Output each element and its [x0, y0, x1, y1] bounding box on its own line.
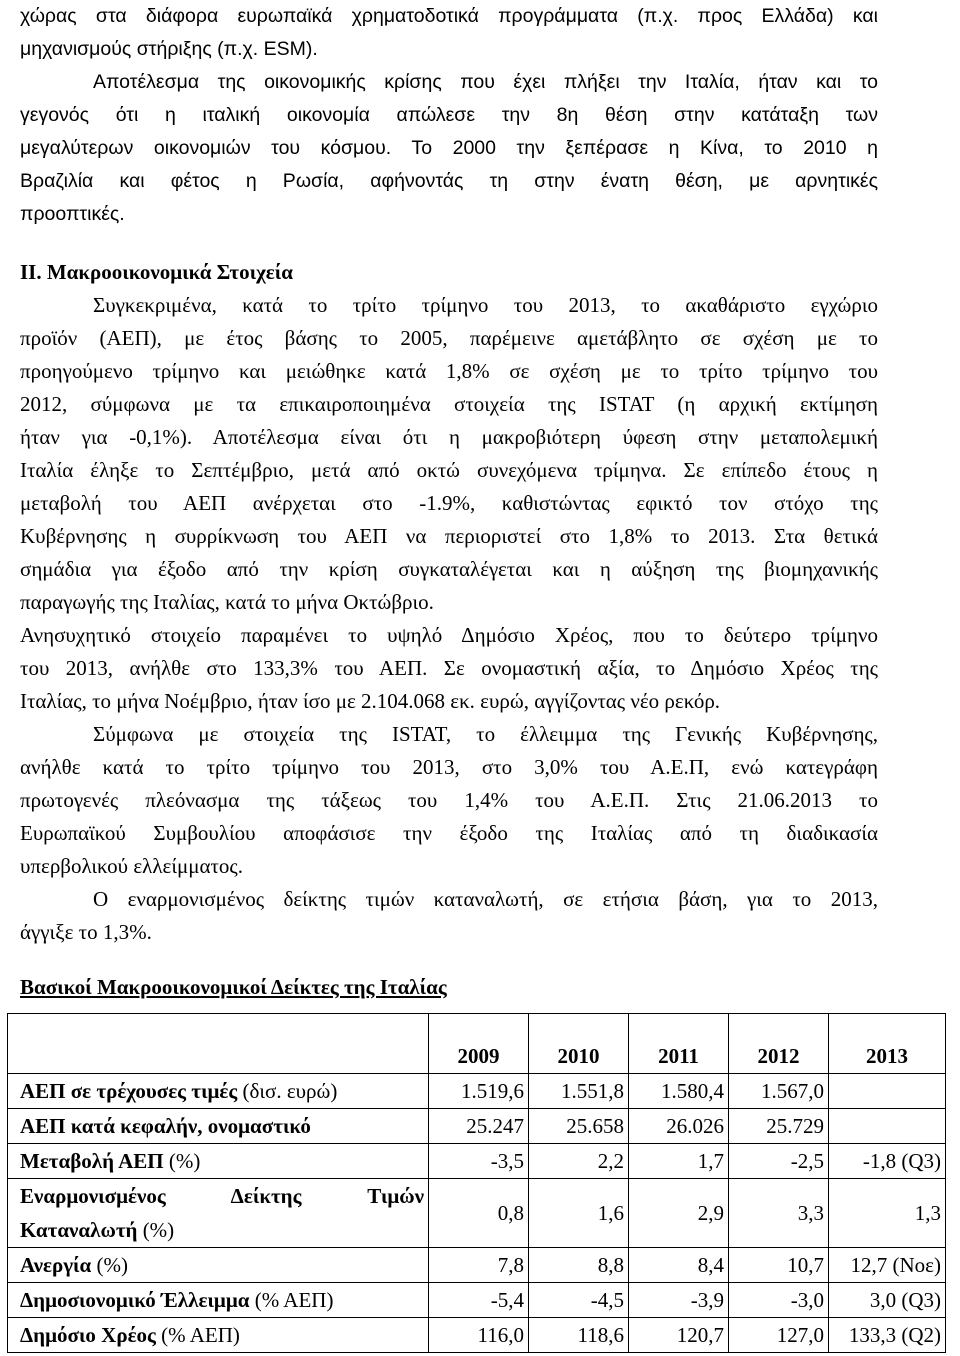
table-cell: 1,3: [829, 1179, 946, 1248]
body-line-3: προηγούμενο τρίμηνο και μειώθηκε κατά 1,8% σε σχέση με το τρίτο τρίμηνο του: [20, 359, 878, 383]
body-line-6: Ιταλία έληξε το Σεπτέμβριο, μετά από οκτώ συνεχόμενα τρίμηνα. Σε επίπεδο έτους η: [20, 458, 878, 482]
table-row: [8, 1074, 946, 1109]
table-cell: 8,4: [629, 1248, 729, 1283]
table-cell: 25.247: [429, 1109, 529, 1144]
table-row: [8, 1109, 946, 1144]
body-line-10: παραγωγής της Ιταλίας, κατά το μήνα Οκτώβριο.: [20, 590, 434, 614]
table-cell: -5,4: [429, 1283, 529, 1318]
year-header: 2012: [729, 1014, 829, 1074]
row-label: Εναρμονισμένος Δείκτης Τιμών Καταναλωτή (%): [8, 1179, 429, 1248]
body-line-8: Κυβέρνησης η συρρίκνωση του ΑΕΠ να περιοριστεί στο 1,8% το 2013. Στα θετικά: [20, 524, 878, 548]
body-line-13: Ιταλίας, το μήνα Νοέμβριο, ήταν ίσο με 2.104.068 εκ. ευρώ, αγγίζοντας νέο ρεκόρ.: [20, 689, 721, 713]
table-cell: -4,5: [529, 1283, 629, 1318]
year-header: 2011: [629, 1014, 729, 1074]
body-line-9: σημάδια για έξοδο από την κρίση συγκαταλέγεται και η αύξηση της βιομηχανικής: [20, 557, 878, 581]
table-cell: 8,8: [529, 1248, 629, 1283]
table-cell: 10,7: [729, 1248, 829, 1283]
table-row: [8, 1144, 946, 1179]
table-cell: -1,8 (Q3): [829, 1144, 946, 1179]
table-cell: -3,9: [629, 1283, 729, 1318]
table-cell: 0,8: [429, 1179, 529, 1248]
section-heading: ΙΙ. Μακροοικονομικά Στοιχεία: [20, 260, 293, 284]
table-row: [8, 1179, 946, 1248]
body-line-18: υπερβολικού ελλείμματος.: [20, 854, 244, 878]
body-line-20: άγγιξε το 1,3%.: [20, 920, 152, 944]
body-line-11: Ανησυχητικό στοιχείο παραμένει το υψηλό Δημόσιο Χρέος, που το δεύτερο τρίμηνο: [20, 623, 878, 647]
table-cell: 2,9: [629, 1179, 729, 1248]
intro-line-1: χώρας στα διάφορα ευρωπαϊκά χρηματοδοτικά προγράμματα (π.χ. προς Ελλάδα) και: [20, 5, 878, 27]
table-cell: 1.519,6: [429, 1074, 529, 1109]
table-title: Βασικοί Μακροοικονομικοί Δείκτες της Ιταλίας: [20, 975, 447, 999]
table-cell: 25.658: [529, 1109, 629, 1144]
intro-line-6: Βραζιλία και φέτος η Ρωσία, αφήνοντάς τη στην ένατη θέση, με αρνητικές: [20, 170, 878, 192]
row-label: ΑΕΠ σε τρέχουσες τιμές (δισ. ευρώ): [8, 1074, 429, 1109]
table-cell: 26.026: [629, 1109, 729, 1144]
body-line-19: Ο εναρμονισμένος δείκτης τιμών καταναλωτή, σε ετήσια βάση, για το 2013,: [93, 887, 878, 911]
table-cell: [829, 1074, 946, 1109]
table-cell: -3,5: [429, 1144, 529, 1179]
year-header: 2010: [529, 1014, 629, 1074]
body-line-17: Ευρωπαϊκού Συμβουλίου αποφάσισε την έξοδο της Ιταλίας από τη διαδικασία: [20, 821, 878, 845]
table-cell: 1.551,8: [529, 1074, 629, 1109]
body-line-2: προϊόν (ΑΕΠ), με έτος βάσης το 2005, παρέμεινε αμετάβλητο σε σχέση με το: [20, 326, 878, 350]
table-cell: 7,8: [429, 1248, 529, 1283]
table-cell: 3,3: [729, 1179, 829, 1248]
table-cell: -2,5: [729, 1144, 829, 1179]
table-header-row: [8, 1014, 946, 1074]
intro-line-7: προοπτικές.: [20, 203, 125, 225]
table-cell: [829, 1109, 946, 1144]
body-line-12: του 2013, ανήλθε στο 133,3% του ΑΕΠ. Σε ονομαστική αξία, το Δημόσιο Χρέος της: [20, 656, 878, 680]
body-line-1: Συγκεκριμένα, κατά το τρίτο τρίμηνο του 2013, το ακαθάριστο εγχώριο: [93, 293, 878, 317]
row-label: Ανεργία (%): [8, 1248, 429, 1283]
table-cell: 25.729: [729, 1109, 829, 1144]
table-cell: 1,7: [629, 1144, 729, 1179]
header-empty-cell: [8, 1014, 429, 1074]
row-label: Δημόσιο Χρέος (% ΑΕΠ): [8, 1318, 429, 1353]
table-row: [8, 1283, 946, 1318]
row-label: Μεταβολή ΑΕΠ (%): [8, 1144, 429, 1179]
macro-indicators-table: [7, 1013, 946, 1353]
intro-line-5: μεγαλύτερων οικονομιών του κόσμου. Το 2000 την ξεπέρασε η Κίνα, το 2010 η: [20, 137, 878, 159]
table-row: [8, 1318, 946, 1353]
table-cell: 1,6: [529, 1179, 629, 1248]
table-cell: -3,0: [729, 1283, 829, 1318]
table-cell: 1.580,4: [629, 1074, 729, 1109]
body-line-4: 2012, σύμφωνα με τα επικαιροποιημένα στοιχεία της ISTAT (η αρχική εκτίμηση: [20, 392, 878, 416]
intro-line-4: γεγονός ότι η ιταλική οικονομία απώλεσε την 8η θέση στην κατάταξη των: [20, 104, 878, 126]
body-line-7: μεταβολή του ΑΕΠ ανέρχεται στο -1.9%, καθιστώντας εφικτό τον στόχο της: [20, 491, 878, 515]
table-cell: 118,6: [529, 1318, 629, 1353]
year-header: 2013: [829, 1014, 946, 1074]
table-cell: 120,7: [629, 1318, 729, 1353]
document-page: [20, 0, 878, 1004]
table-cell: 133,3 (Q2): [829, 1318, 946, 1353]
table-cell: 2,2: [529, 1144, 629, 1179]
body-line-14: Σύμφωνα με στοιχεία της ISTAT, το έλλειμμα της Γενικής Κυβέρνησης,: [93, 722, 878, 746]
row-label: Δημοσιονομικό Έλλειμμα (% ΑΕΠ): [8, 1283, 429, 1318]
year-header: 2009: [429, 1014, 529, 1074]
table-row: [8, 1248, 946, 1283]
table-cell: 3,0 (Q3): [829, 1283, 946, 1318]
table-cell: 127,0: [729, 1318, 829, 1353]
row-label: ΑΕΠ κατά κεφαλήν, ονομαστικό: [8, 1109, 429, 1144]
body-line-16: πρωτογενές πλεόνασμα της τάξεως του 1,4% του Α.Ε.Π. Στις 21.06.2013 το: [20, 788, 878, 812]
table-cell: 116,0: [429, 1318, 529, 1353]
table-cell: 1.567,0: [729, 1074, 829, 1109]
intro-line-2: μηχανισμούς στήριξης (π.χ. ESM).: [20, 38, 318, 60]
table-cell: 12,7 (Νοε): [829, 1248, 946, 1283]
body-line-5: ήταν για -0,1%). Αποτέλεσμα είναι ότι η μακροβιότερη ύφεση στην μεταπολεμική: [20, 425, 878, 449]
body-line-15: ανήλθε κατά το τρίτο τρίμηνο του 2013, στο 3,0% του Α.Ε.Π, ενώ κατεγράφη: [20, 755, 878, 779]
intro-line-3: Αποτέλεσμα της οικονομικής κρίσης που έχει πλήξει την Ιταλία, ήταν και το: [93, 71, 878, 93]
